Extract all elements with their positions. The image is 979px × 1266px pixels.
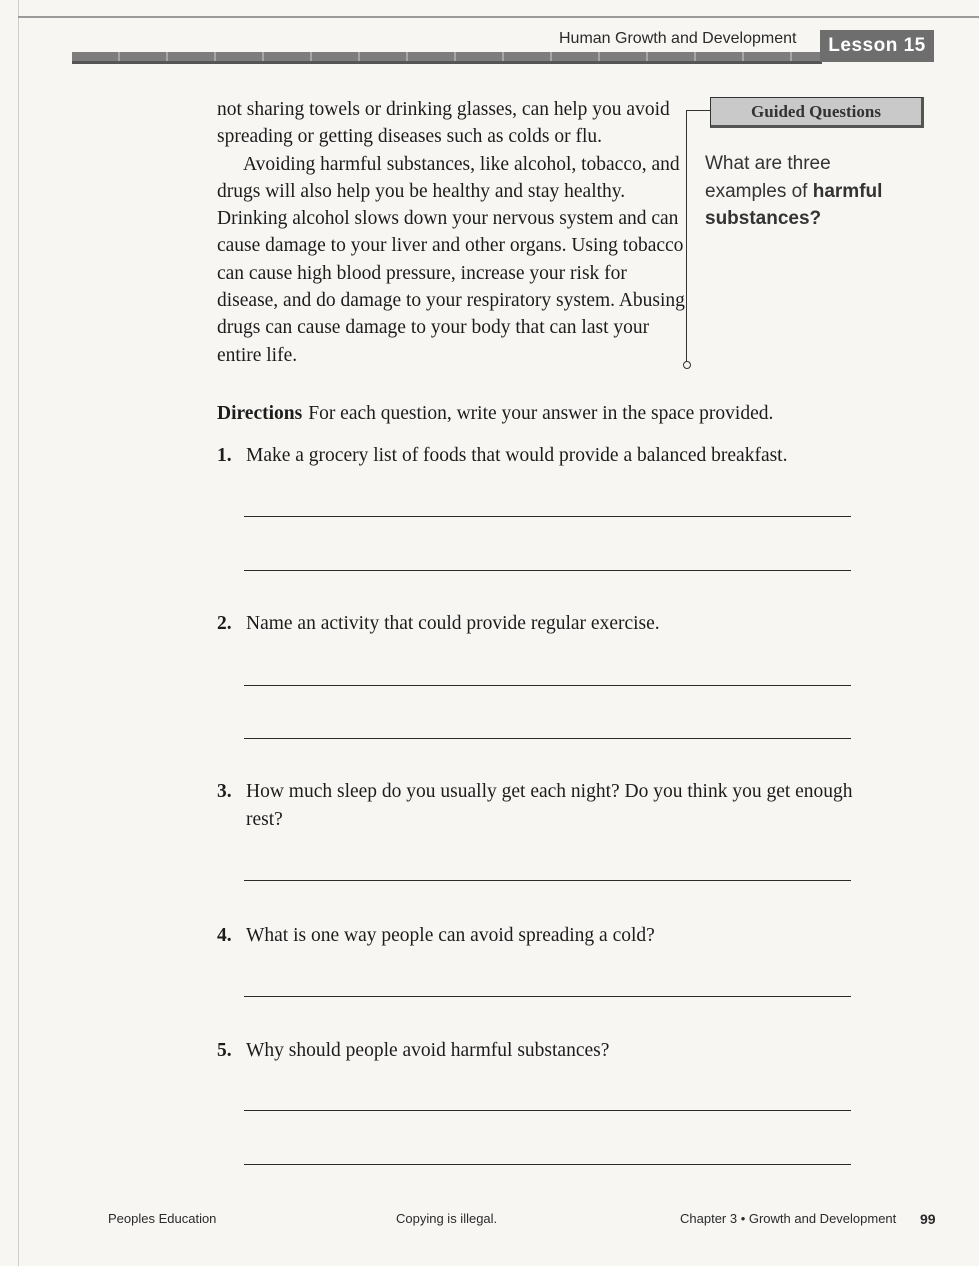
question-number: 1. <box>217 445 232 466</box>
lesson-badge: Lesson 15 <box>820 30 934 62</box>
directions <box>217 400 867 427</box>
answer-line-5b[interactable] <box>244 1164 851 1165</box>
answer-line-4[interactable] <box>244 996 851 997</box>
answer-line-1b[interactable] <box>244 570 851 571</box>
answer-line-2b[interactable] <box>244 738 851 739</box>
header-bar <box>72 52 822 64</box>
top-rule <box>18 16 979 18</box>
guided-questions-heading: Guided Questions <box>710 97 924 128</box>
answer-line-1a[interactable] <box>244 516 851 517</box>
page-number: 99 <box>920 1211 936 1227</box>
answer-line-3[interactable] <box>244 880 851 881</box>
question-text: How much sleep do you usually get each night? Do you think you get enough rest? <box>246 781 853 830</box>
answer-line-2a[interactable] <box>244 685 851 686</box>
body-text <box>217 96 687 369</box>
guided-question <box>705 150 915 233</box>
footer-notice: Copying is illegal. <box>396 1211 498 1226</box>
question-5 <box>217 1037 857 1065</box>
body-paragraph-1: not sharing towels or drinking glasses, can help you avoid spreading or getting diseases such as colds or flu. <box>217 99 670 148</box>
question-4 <box>217 922 857 950</box>
question-3 <box>217 778 857 834</box>
guided-question-emphasis: harmful substances? <box>705 180 883 229</box>
directions-label: Directions <box>217 403 303 424</box>
answer-line-5a[interactable] <box>244 1110 851 1111</box>
question-number: 2. <box>217 613 232 634</box>
question-number: 3. <box>217 781 232 802</box>
question-text: What is one way people can avoid spreading a cold? <box>246 925 655 946</box>
question-text: Why should people avoid harmful substances? <box>246 1040 610 1061</box>
bracket-end-dot <box>683 361 691 369</box>
question-number: 4. <box>217 925 232 946</box>
question-1 <box>217 442 857 470</box>
footer-chapter: Chapter 3 • Growth and Development <box>680 1211 897 1226</box>
header-title: Human Growth and Development <box>555 30 802 48</box>
question-2 <box>217 610 857 638</box>
guided-question-text: What are three examples of <box>705 153 831 202</box>
guided-questions-bracket <box>686 110 687 362</box>
body-paragraph-2: Avoiding harmful substances, like alcohol, tobacco, and drugs will also help you be healthy and stay healthy. Drinking alcohol slows down your nervous system and can cause damage to your liver and other organs. Using tobacco can cause high blood pressure, increase your risk for disease, and do damage to your respiratory system. Abusing drugs can cause damage to your body that can last your entire life. <box>217 153 685 366</box>
footer-publisher: Peoples Education <box>108 1211 217 1226</box>
question-number: 5. <box>217 1040 232 1061</box>
directions-text: For each question, write your answer in the space provided. <box>308 403 774 424</box>
question-text: Name an activity that could provide regular exercise. <box>246 613 660 634</box>
guided-questions-connector <box>686 110 710 111</box>
question-text: Make a grocery list of foods that would provide a balanced breakfast. <box>246 445 788 466</box>
page-edge <box>18 0 19 1266</box>
